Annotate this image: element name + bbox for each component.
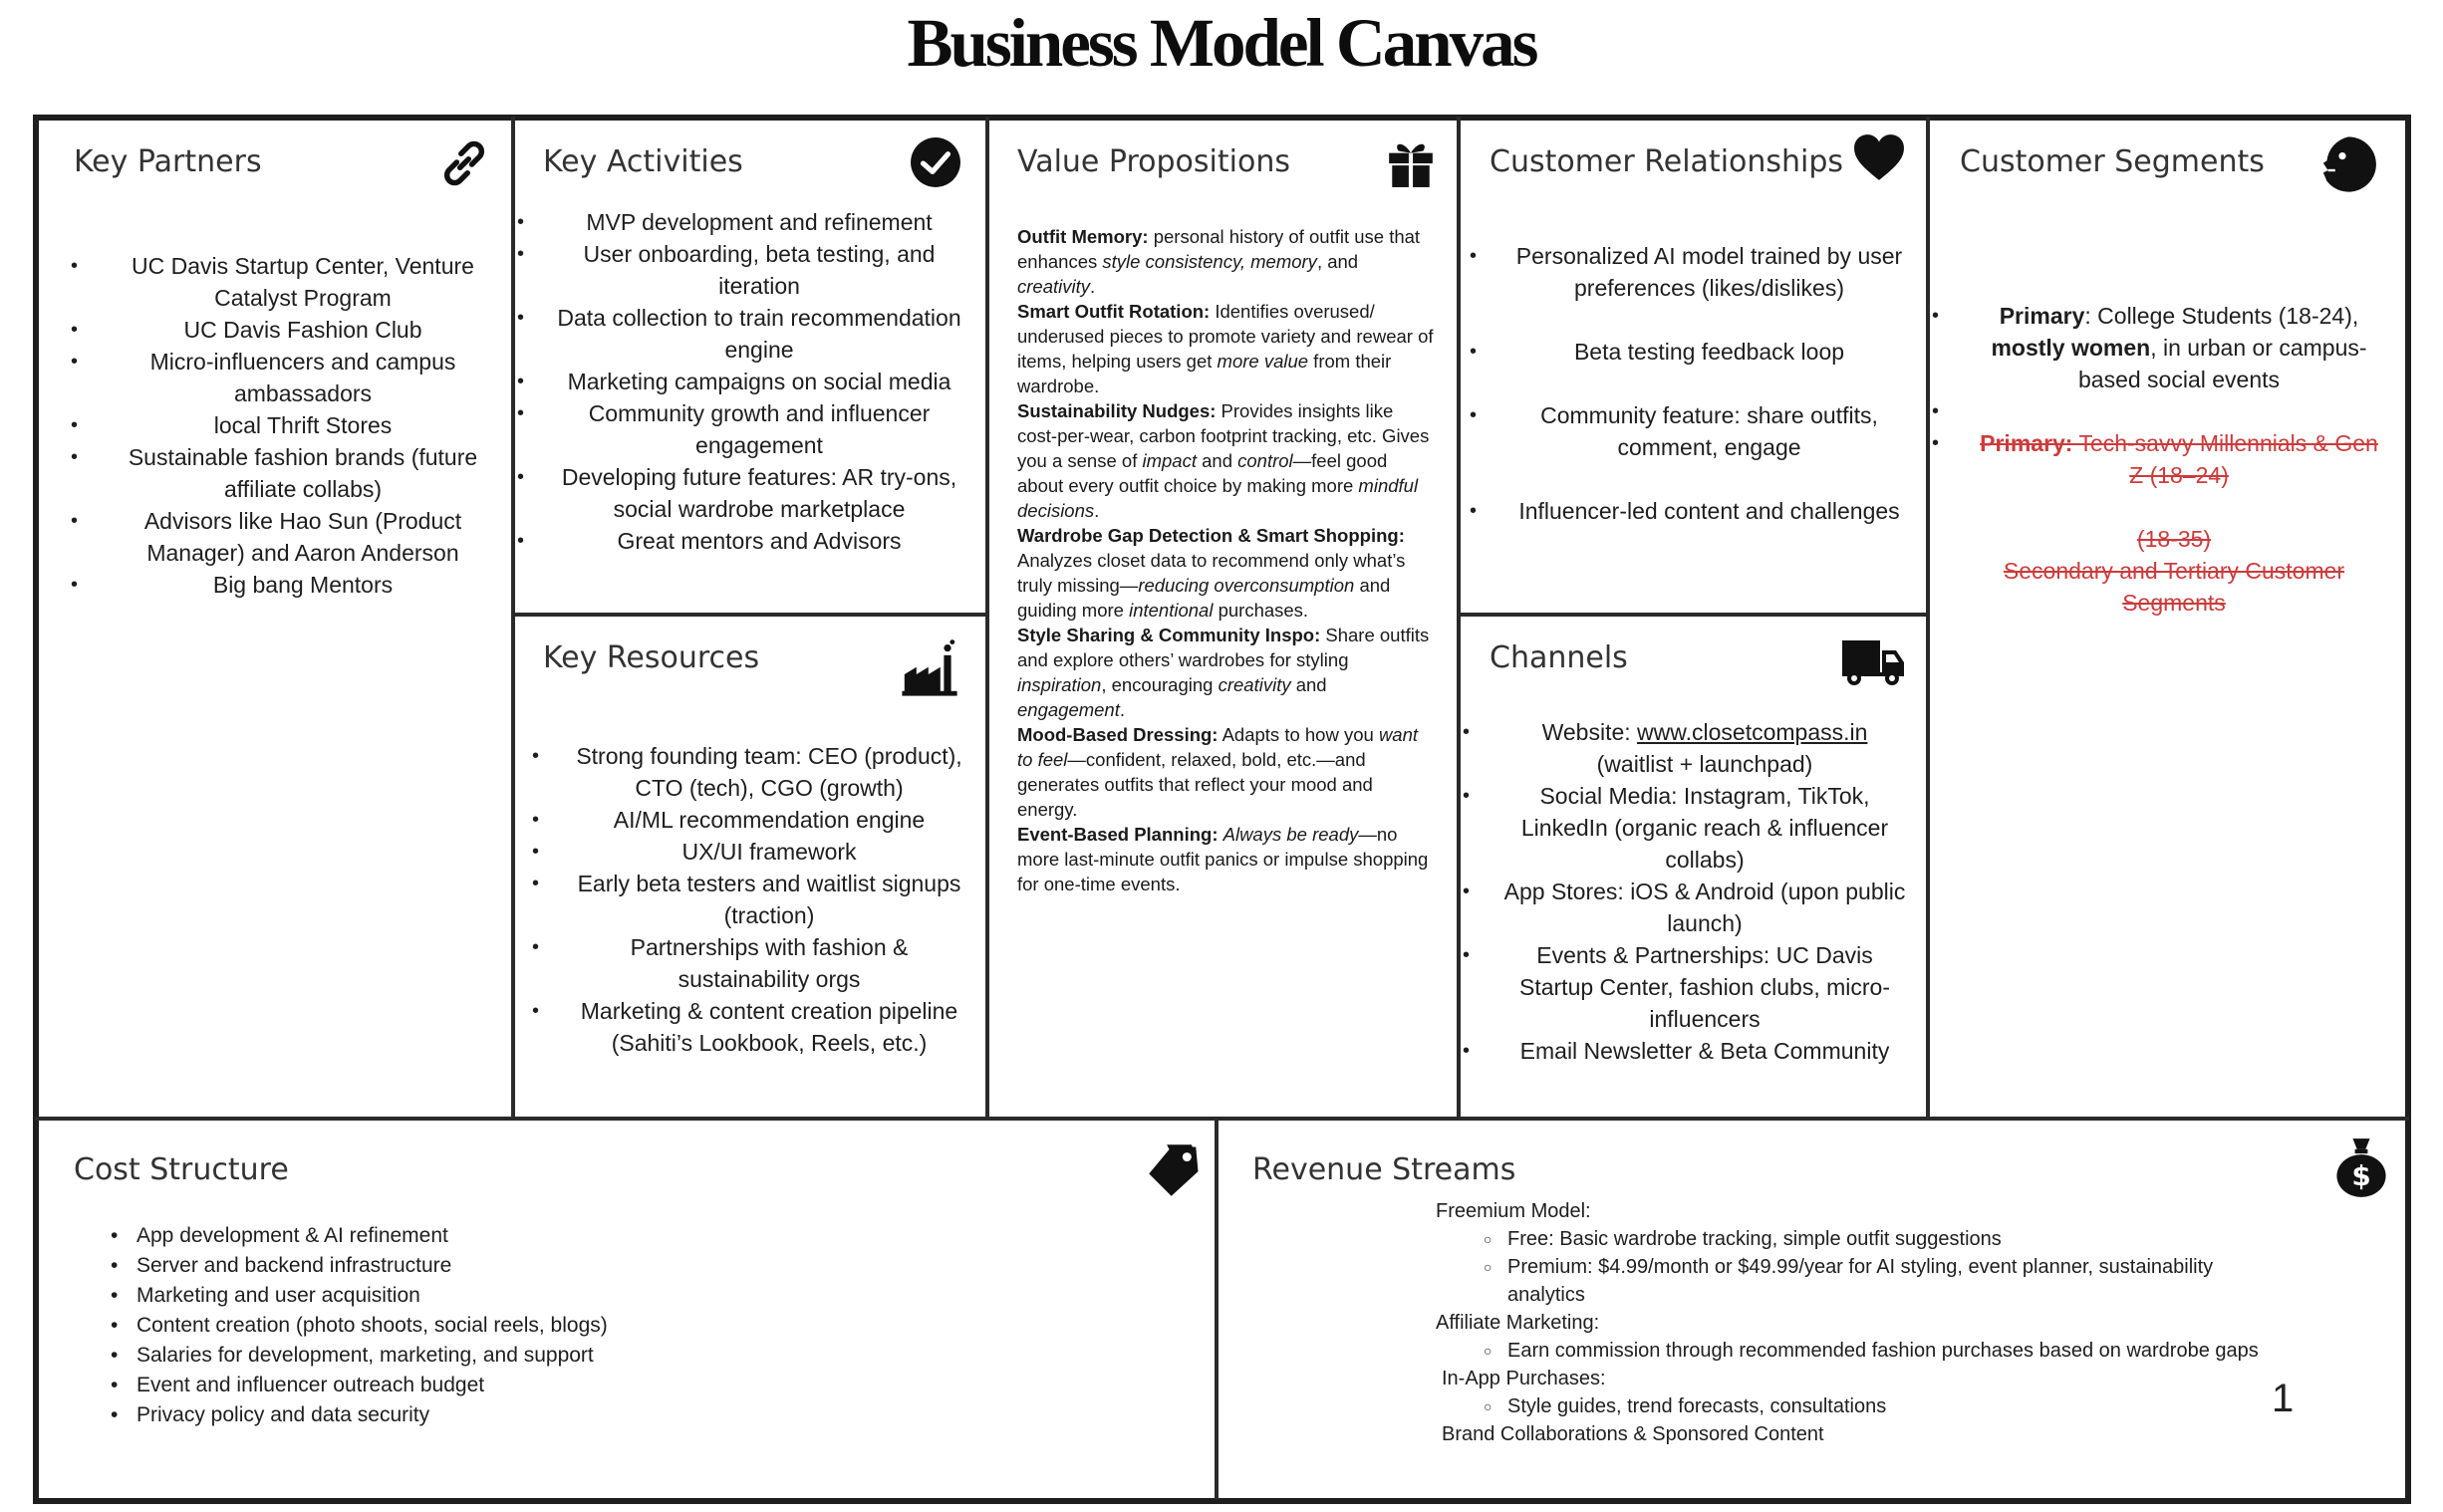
key-partners-list bbox=[109, 250, 497, 601]
list-item: • Strong founding team: CEO (product), CTO (tech), CGO (growth) bbox=[570, 740, 968, 804]
tag-icon bbox=[1147, 1142, 1203, 1198]
value-item: Mood-Based Dressing: Adapts to how you want to feel—confident, relaxed, bold, etc.—and generates outfits that reflect your mood and energy. bbox=[1017, 724, 1419, 820]
key-resources-section bbox=[515, 617, 985, 1117]
value-propositions-section bbox=[989, 121, 1457, 1117]
face-icon bbox=[2318, 134, 2378, 194]
list-item bbox=[1970, 395, 2388, 427]
list-item: • Content creation (photo shoots, social reels, blogs) bbox=[111, 1311, 1007, 1341]
cost-structure-list bbox=[111, 1221, 1007, 1430]
svg-text:$: $ bbox=[2351, 1159, 2371, 1193]
list-item: • Primary: Tech-savvy Millennials & Gen Z (18–24) bbox=[1970, 427, 2388, 491]
section-heading: Value Propositions bbox=[1017, 144, 1290, 179]
list-item: • Marketing and user acquisition bbox=[111, 1281, 1007, 1311]
list-item: • User onboarding, beta testing, and iteration bbox=[555, 238, 963, 302]
list-item: • Salaries for development, marketing, and support bbox=[111, 1341, 1007, 1371]
list-item: • AI/ML recommendation engine bbox=[570, 804, 968, 836]
key-resources-list bbox=[570, 740, 968, 1059]
key-partners-section bbox=[39, 121, 511, 1117]
revenue-label: In-App Purchases: bbox=[1442, 1368, 1606, 1389]
list-item: • Event and influencer outreach budget bbox=[111, 1371, 1007, 1400]
list-item: • Early beta testers and waitlist signups (traction) bbox=[570, 868, 968, 931]
revenue-streams-text bbox=[1436, 1197, 2263, 1448]
customer-relationships-section bbox=[1461, 121, 1926, 613]
list-item: ○ Free: Basic wardrobe tracking, simple outfit suggestions bbox=[1436, 1225, 2263, 1253]
page-number: 1 bbox=[2272, 1377, 2295, 1420]
revenue-label: Brand Collaborations & Sponsored Content bbox=[1442, 1423, 1824, 1445]
list-item: • Developing future features: AR try-ons, social wardrobe marketplace bbox=[555, 461, 963, 525]
truck-icon bbox=[1840, 636, 1906, 686]
list-item: ○ Style guides, trend forecasts, consultations bbox=[1436, 1392, 2263, 1420]
list-item: • Personalized AI model trained by user preferences (likes/dislikes) bbox=[1507, 240, 1911, 304]
section-heading: Key Activities bbox=[543, 144, 743, 179]
website-link[interactable]: www.closetcompass.in bbox=[1637, 719, 1868, 745]
list-item: • Email Newsletter & Beta Community bbox=[1500, 1035, 1909, 1067]
list-item: • Events & Partnerships: UC Davis Startup Center, fashion clubs, micro-influencers bbox=[1500, 939, 1909, 1035]
list-item: • Marketing campaigns on social media bbox=[555, 366, 963, 397]
list-item: • Micro-influencers and campus ambassadors bbox=[109, 346, 497, 409]
section-heading: Revenue Streams bbox=[1252, 1152, 1516, 1187]
list-item: • UC Davis Fashion Club bbox=[109, 314, 497, 346]
customer-segments-section bbox=[1930, 121, 2405, 1117]
heart-icon bbox=[1853, 134, 1905, 182]
list-item: • Sustainable fashion brands (future affiliate collabs) bbox=[109, 441, 497, 505]
list-item: • UX/UI framework bbox=[570, 836, 968, 868]
value-item: Outfit Memory: personal history of outfit use that enhances style consistency, memory, and creativity. bbox=[1017, 226, 1421, 297]
channels-list bbox=[1500, 716, 1909, 1067]
list-item: • App development & AI refinement bbox=[111, 1221, 1007, 1251]
list-item: • local Thrift Stores bbox=[109, 409, 497, 441]
revenue-label: Freemium Model: bbox=[1436, 1200, 1591, 1222]
list-item: • Server and backend infrastructure bbox=[111, 1251, 1007, 1281]
value-item: Wardrobe Gap Detection & Smart Shopping: Analyzes closet data to recommend only what’s truly missing—reducing overconsumption and guiding more intentional purchases. bbox=[1017, 525, 1406, 621]
customer-segments-list bbox=[1970, 300, 2388, 491]
revenue-label: Affiliate Marketing: bbox=[1436, 1312, 1600, 1334]
list-item: ○ Premium: $4.99/month or $49.99/year for AI styling, event planner, sustainability analytics bbox=[1436, 1253, 2263, 1309]
section-heading: Key Resources bbox=[543, 640, 760, 675]
gift-icon bbox=[1385, 136, 1437, 188]
key-activities-list bbox=[555, 206, 963, 557]
list-item: • Great mentors and Advisors bbox=[555, 525, 963, 557]
value-propositions-text bbox=[1017, 224, 1434, 896]
value-item: Sustainability Nudges: Provides insights like cost-per-wear, carbon footprint tracking, etc. Gives you a sense of impact and control—feel good about every outfit choice by making more mindful decisions. bbox=[1017, 400, 1430, 521]
checkmark-icon bbox=[910, 136, 961, 188]
section-heading: Customer Relationships bbox=[1490, 144, 1844, 179]
list-item: • Social Media: Instagram, TikTok, LinkedIn (organic reach & influencer collabs) bbox=[1500, 780, 1909, 876]
page-title: Business Model Canvas bbox=[907, 5, 1536, 81]
cost-structure-section bbox=[39, 1121, 1215, 1500]
section-heading: Channels bbox=[1490, 640, 1628, 675]
value-item: Style Sharing & Community Inspo: Share outfits and explore others’ wardrobes for styling inspiration, encouraging creativity and engagement. bbox=[1017, 625, 1430, 720]
list-item: • Influencer-led content and challenges bbox=[1507, 495, 1911, 527]
list-item: • Partnerships with fashion & sustainability orgs bbox=[570, 931, 968, 995]
customer-relationships-list bbox=[1507, 240, 1911, 527]
list-item: • Privacy policy and data security bbox=[111, 1400, 1007, 1430]
list-item: • Beta testing feedback loop bbox=[1507, 336, 1911, 368]
key-activities-section bbox=[515, 121, 985, 613]
list-item: • Website: www.closetcompass.in (waitlist + launchpad) bbox=[1500, 716, 1909, 780]
channels-section bbox=[1461, 617, 1926, 1117]
list-item: • Advisors like Hao Sun (Product Manager) and Aaron Anderson bbox=[109, 505, 497, 569]
list-item: • Community growth and influencer engagement bbox=[555, 397, 963, 461]
link-icon bbox=[437, 136, 491, 190]
list-item: • Marketing & content creation pipeline (Sahiti’s Lookbook, Reels, etc.) bbox=[570, 995, 968, 1059]
section-heading: Cost Structure bbox=[74, 1152, 289, 1187]
list-item: • MVP development and refinement bbox=[555, 206, 963, 238]
struck-segments: (18-35) Secondary and Tertiary Customer Segments bbox=[2003, 526, 2345, 616]
value-item: Smart Outfit Rotation: Identifies overused/ underused pieces to promote variety and rewear of items, helping users get more value from their wardrobe. bbox=[1017, 301, 1434, 396]
list-item: ○ Earn commission through recommended fashion purchases based on wardrobe gaps bbox=[1436, 1337, 2263, 1365]
list-item: • UC Davis Startup Center, Venture Catalyst Program bbox=[109, 250, 497, 314]
list-item: • Primary: College Students (18-24), mostly women, in urban or campus-based social events bbox=[1970, 300, 2388, 395]
factory-icon bbox=[900, 638, 959, 698]
section-heading: Key Partners bbox=[74, 144, 262, 179]
list-item: • App Stores: iOS & Android (upon public launch) bbox=[1500, 876, 1909, 939]
value-item: Event-Based Planning: Always be ready—no more last-minute outfit panics or impulse shopping for one-time events. bbox=[1017, 824, 1429, 894]
list-item: • Community feature: share outfits, comment, engage bbox=[1507, 399, 1911, 463]
list-item: • Data collection to train recommendation engine bbox=[555, 302, 963, 366]
money-bag-icon bbox=[2334, 1136, 2388, 1198]
revenue-streams-section bbox=[1219, 1121, 2405, 1500]
section-heading: Customer Segments bbox=[1960, 144, 2265, 179]
list-item: • Big bang Mentors bbox=[109, 569, 497, 601]
